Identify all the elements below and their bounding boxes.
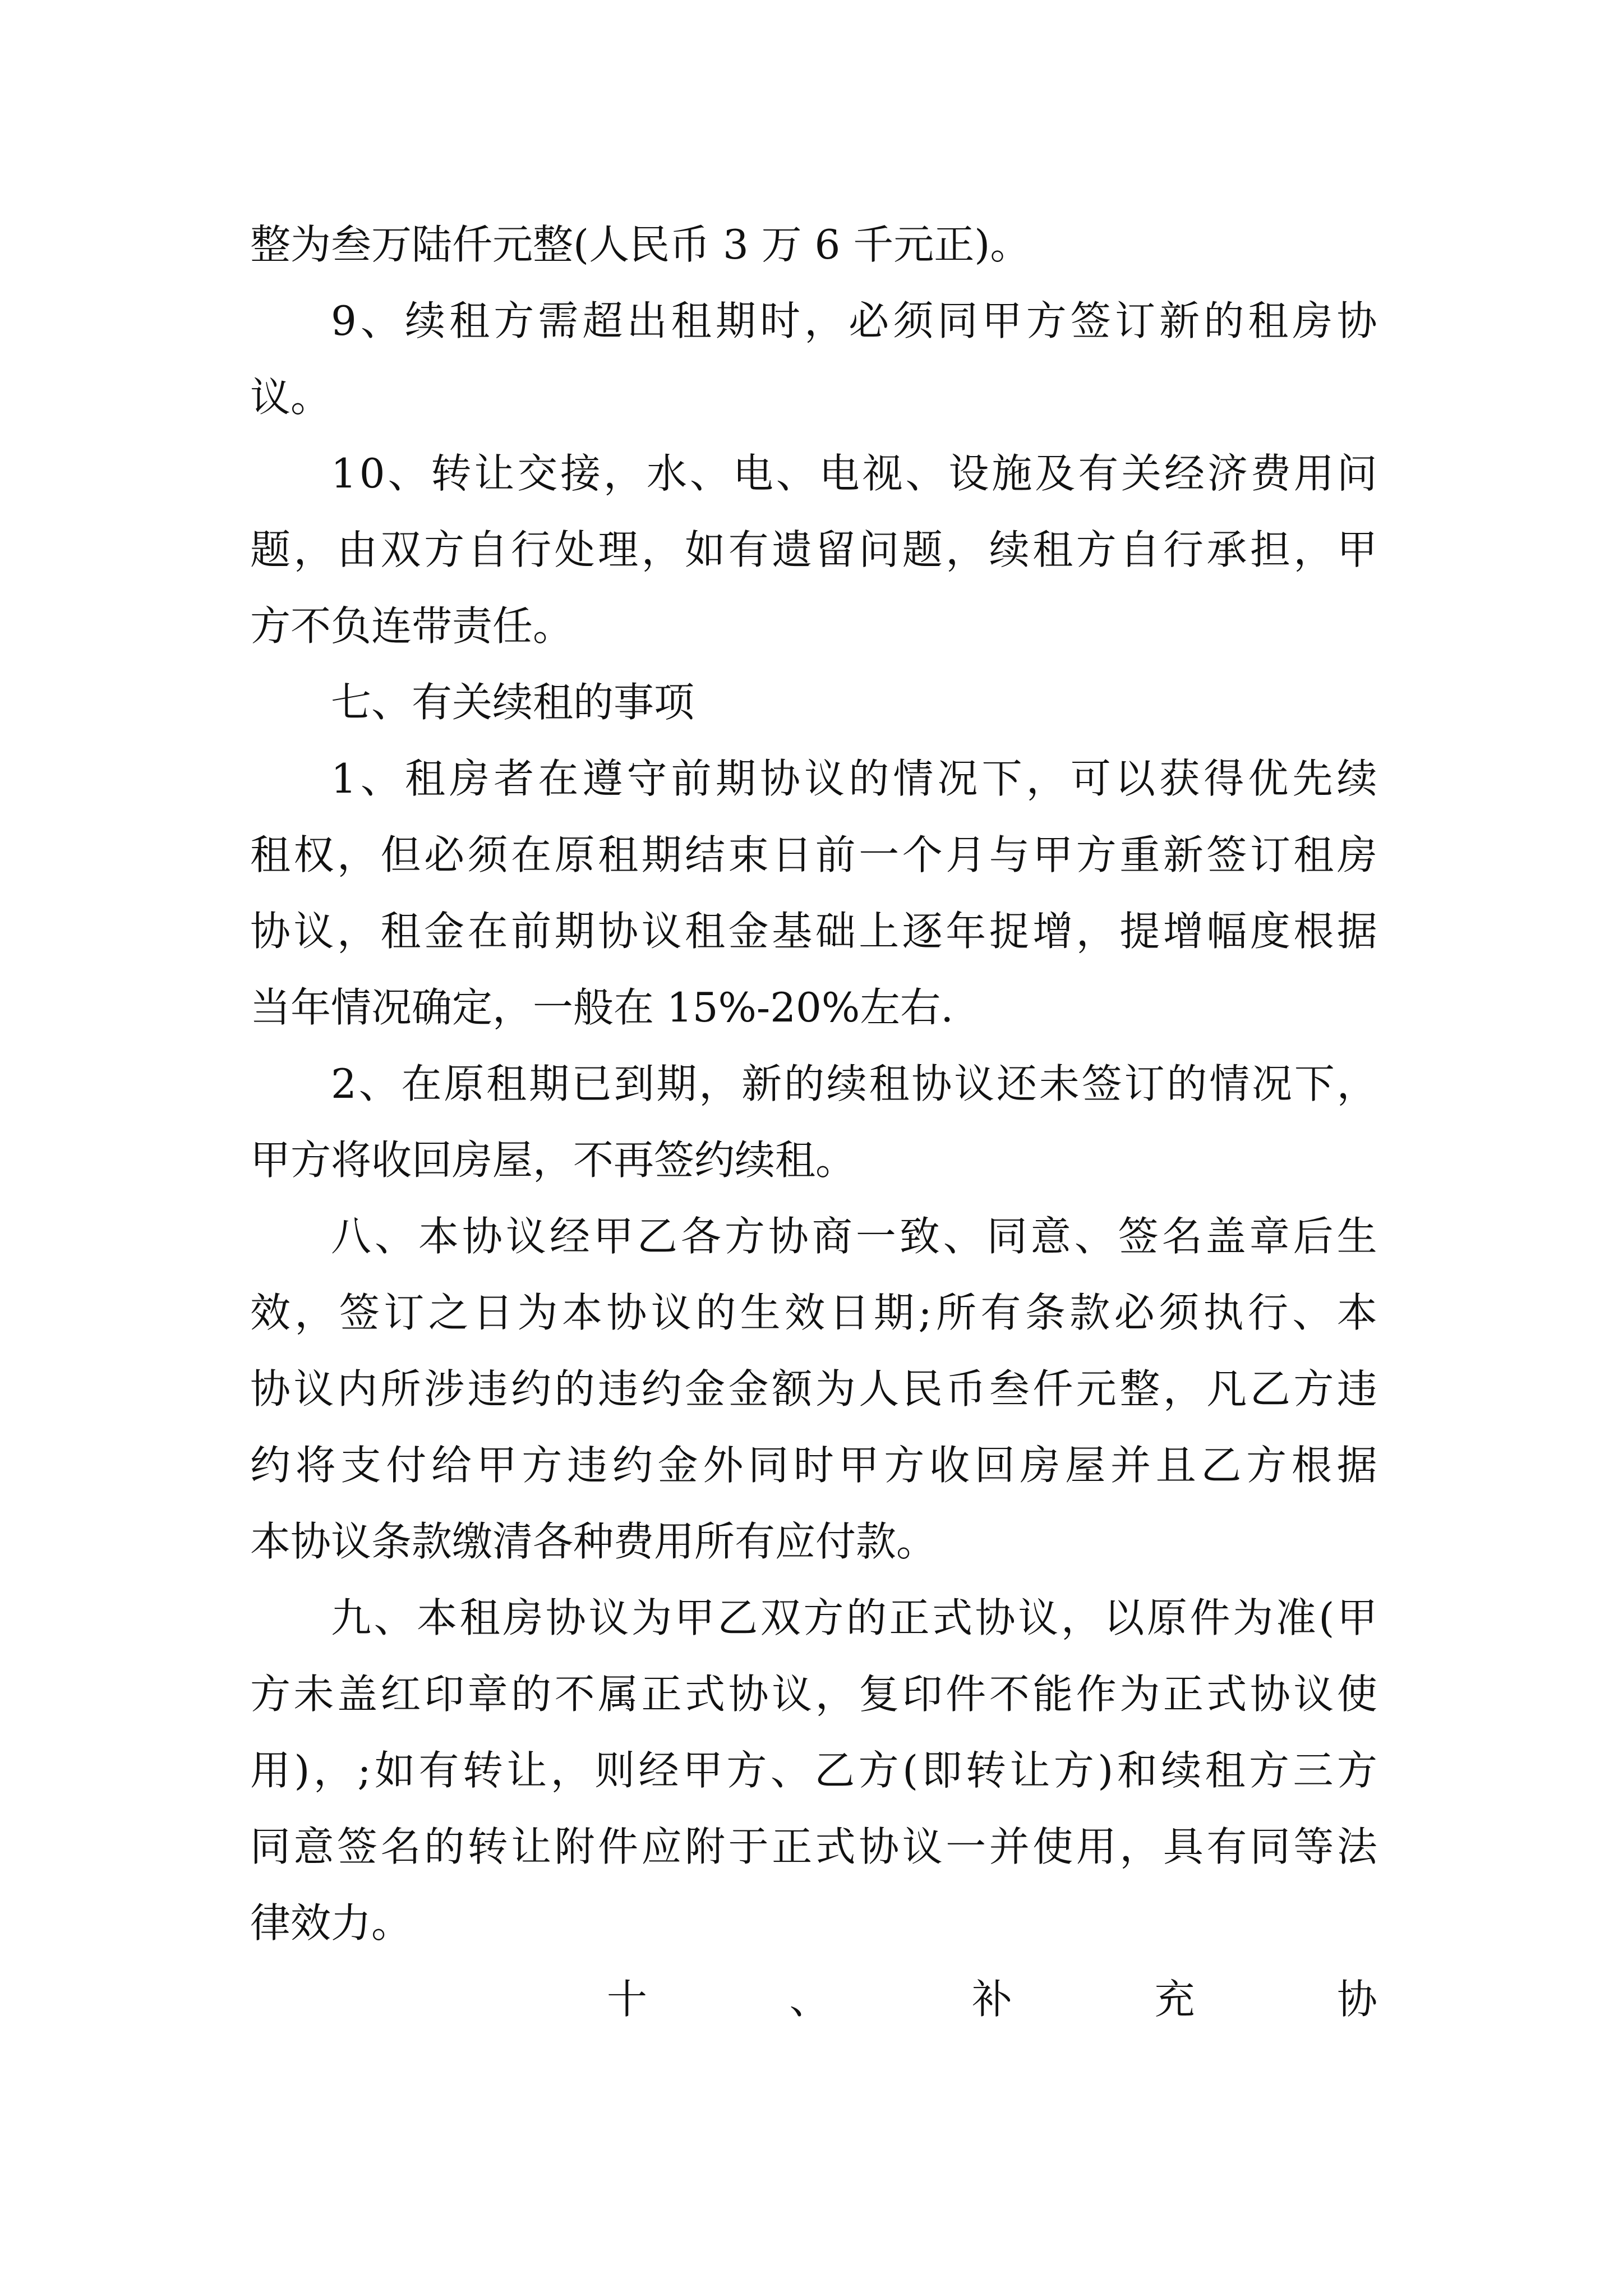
text-line: 整为叁万陆仟元整(人民币 3 万 6 千元正)。 [250, 221, 1031, 268]
spread-char: 协 [1336, 1976, 1377, 2023]
text-line: 律效力。 [250, 1899, 412, 1947]
text-line: 9 、 续 租 方 需 超 出 租 期 时 ， 必 须 同 甲 方 签 订 新 的 租 房 协 [331, 297, 1377, 344]
text-line: 租 权 ， 但 必 须 在 原 租 期 结 束 日 前 一 个 月 与 甲 方 重 新 签 订 租 房 [250, 831, 1377, 878]
text-line: 九 、 本 租 房 协 议 为 甲 乙 双 方 的 正 式 协 议 ， 以 原 件 为 准 ( 甲 [331, 1594, 1377, 1641]
text-line: 协 议 内 所 涉 违 约 的 违 约 金 金 额 为 人 民 币 叁 仟 元 整 ， 凡 乙 方 违 [250, 1365, 1377, 1412]
text-line: 题 ， 由 双 方 自 行 处 理 ， 如 有 遗 留 问 题 ， 续 租 方 自 行 承 担 ， 甲 [250, 526, 1377, 573]
section-heading: 七、有关续租的事项 [331, 679, 695, 726]
text-line: 议。 [250, 374, 331, 421]
text-line: 方 未 盖 红 印 章 的 不 属 正 式 协 议 ， 复 印 件 不 能 作 为 正 式 协 议 使 [250, 1671, 1377, 1718]
section-heading-spread [607, 1960, 1377, 2039]
text-line: 用 ) ， ; 如 有 转 让 ， 则 经 甲 方 、 乙 方 ( 即 转 让 方 ) 和 续 租 方 三 方 [250, 1747, 1377, 1794]
text-line: 1 0 、 转 让 交 接 ， 水 、 电 、 电 视 、 设 施 及 有 关 经 济 费 用 问 [331, 450, 1377, 497]
text-line: 效 ， 签 订 之 日 为 本 协 议 的 生 效 日 期 ; 所 有 条 款 必 须 执 行 、 本 [250, 1289, 1377, 1336]
spread-char: 充 [1154, 1976, 1195, 2023]
spread-char: 补 [971, 1976, 1012, 2023]
text-line: 方不负连带责任。 [250, 602, 574, 650]
spread-char: 、 [789, 1976, 830, 2023]
text-line: 当年情况确定，一般在 15%-20%左右. [250, 984, 954, 1031]
text-line: 协 议 ， 租 金 在 前 期 协 议 租 金 基 础 上 逐 年 捉 增 ， 提 增 幅 度 根 据 [250, 908, 1377, 955]
text-line: 约 将 支 付 给 甲 方 违 约 金 外 同 时 甲 方 收 回 房 屋 并 且 乙 方 根 据 [250, 1442, 1377, 1489]
spread-char: 十 [607, 1976, 648, 2023]
text-line: 1 、 租 房 者 在 遵 守 前 期 协 议 的 情 况 下 ， 可 以 获 得 优 先 续 [331, 755, 1377, 802]
text-line: 2 、 在 原 租 期 已 到 期 ， 新 的 续 租 协 议 还 未 签 订 的 情 况 下 ， [331, 1060, 1377, 1107]
text-line: 同 意 签 名 的 转 让 附 件 应 附 于 正 式 协 议 一 并 使 用 ， 具 有 同 等 法 [250, 1823, 1377, 1870]
text-line: 甲方将收回房屋，不再签约续租。 [250, 1137, 856, 1184]
text-line: 八 、 本 协 议 经 甲 乙 各 方 协 商 一 致 、 同 意 、 签 名 盖 章 后 生 [331, 1213, 1377, 1260]
text-line: 本协议条款缴清各种费用所有应付款。 [250, 1518, 937, 1565]
